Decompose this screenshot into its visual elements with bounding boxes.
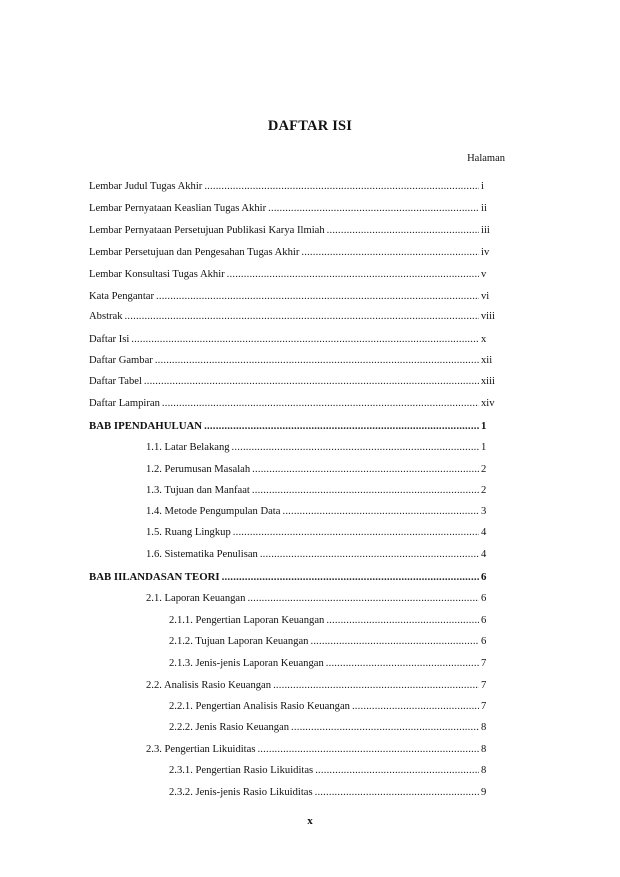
toc-entry-page: 7 — [481, 680, 487, 691]
toc-entry-label: 2.2. Analisis Rasio Keuangan — [146, 680, 272, 691]
dot-leader — [125, 310, 479, 324]
toc-entry-label: 2.1. Laporan Keuangan — [146, 593, 246, 604]
dot-leader — [156, 290, 479, 304]
toc-entry-page: x — [481, 334, 487, 345]
toc-entry-page: 8 — [481, 744, 487, 755]
dot-leader — [301, 246, 479, 260]
toc-entry-label: 1.6. Sistematika Penulisan — [146, 549, 258, 560]
toc-entry[interactable] — [146, 526, 495, 540]
toc-entry[interactable] — [89, 290, 495, 304]
toc-entry-page: 6 — [481, 636, 487, 647]
dot-leader — [155, 354, 479, 368]
toc-entry[interactable] — [146, 484, 495, 498]
toc-entry-label: 2.3.2. Jenis-jenis Rasio Likuiditas — [169, 787, 313, 798]
toc-chapter-entry[interactable] — [89, 570, 495, 584]
toc-entry-label: Lembar Pernyataan Keaslian Tugas Akhir — [89, 203, 267, 214]
toc-entry[interactable] — [89, 224, 495, 238]
toc-entry[interactable] — [89, 354, 495, 368]
toc-entry-label: Abstrak — [89, 311, 123, 322]
toc-entry-page: 1 — [481, 420, 487, 432]
dot-leader — [257, 743, 479, 757]
toc-entry[interactable] — [146, 463, 495, 477]
toc-entry[interactable] — [146, 441, 495, 455]
toc-entry-page: 2 — [481, 464, 487, 475]
dot-leader — [268, 202, 479, 216]
toc-entry-label: Lembar Pernyataan Persetujuan Publikasi Karya Ilmiah — [89, 225, 325, 236]
dot-leader — [315, 786, 479, 800]
toc-entry-label: PENDAHULUAN — [118, 420, 203, 432]
dot-leader — [131, 333, 479, 347]
toc-entry-label: Daftar Lampiran — [89, 398, 160, 409]
toc-entry-label: Lembar Persetujuan dan Pengesahan Tugas Akhir — [89, 247, 300, 258]
dot-leader — [222, 570, 479, 584]
toc-entry[interactable] — [146, 505, 495, 519]
toc-entry[interactable] — [89, 246, 495, 260]
toc-entry-label: 1.5. Ruang Lingkup — [146, 527, 231, 538]
toc-entry-page: xiv — [481, 398, 495, 409]
dot-leader — [352, 700, 479, 714]
toc-entry-page: 3 — [481, 506, 487, 517]
toc-entry[interactable] — [169, 635, 495, 649]
toc-entry[interactable] — [89, 180, 495, 194]
dot-leader — [326, 657, 479, 671]
dot-leader — [252, 484, 479, 498]
halaman-label: Halaman — [467, 153, 505, 164]
toc-entry-page: xii — [481, 355, 493, 366]
dot-leader — [144, 375, 479, 389]
toc-entry[interactable] — [146, 743, 495, 757]
page-number: x — [307, 815, 313, 827]
toc-entry[interactable] — [89, 202, 495, 216]
toc-entry-label: 2.3.1. Pengertian Rasio Likuiditas — [169, 765, 314, 776]
toc-entry-page: iii — [481, 225, 490, 236]
toc-entry-page: 6 — [481, 615, 487, 626]
dot-leader — [204, 419, 479, 433]
dot-leader — [326, 614, 479, 628]
toc-entry-label: 2.2.2. Jenis Rasio Keuangan — [169, 722, 290, 733]
toc-entry-page: 6 — [481, 571, 487, 583]
dot-leader — [252, 463, 479, 477]
toc-chapter-entry[interactable] — [89, 419, 495, 433]
toc-entry[interactable] — [89, 375, 495, 389]
toc-entry-page: 8 — [481, 722, 487, 733]
toc-entry-page: 7 — [481, 658, 487, 669]
toc-entry-label: 2.1.1. Pengertian Laporan Keuangan — [169, 615, 325, 626]
dot-leader — [315, 764, 479, 778]
dot-leader — [232, 441, 479, 455]
toc-entry-label: 2.3. Pengertian Likuiditas — [146, 744, 256, 755]
chapter-number: BAB II — [89, 571, 123, 583]
toc-entry-page: i — [481, 181, 484, 192]
chapter-number: BAB I — [89, 420, 119, 432]
toc-entry[interactable] — [169, 614, 495, 628]
toc-entry-page: ii — [481, 203, 487, 214]
toc-entry-label: 1.3. Tujuan dan Manfaat — [146, 485, 250, 496]
toc-entry-label: Daftar Tabel — [89, 376, 142, 387]
dot-leader — [327, 224, 479, 238]
dot-leader — [273, 679, 479, 693]
toc-entry-label: 1.4. Metode Pengumpulan Data — [146, 506, 281, 517]
toc-entry-page: 6 — [481, 593, 487, 604]
toc-entry-label: Lembar Konsultasi Tugas Akhir — [89, 269, 225, 280]
page-title: DAFTAR ISI — [267, 118, 353, 134]
toc-entry[interactable] — [89, 333, 495, 347]
toc-entry[interactable] — [169, 764, 495, 778]
toc-entry-label: 1.1. Latar Belakang — [146, 442, 230, 453]
dot-leader — [233, 526, 479, 540]
toc-entry-page: 2 — [481, 485, 487, 496]
toc-entry[interactable] — [169, 721, 495, 735]
toc-entry[interactable] — [169, 786, 495, 800]
dot-leader — [310, 635, 479, 649]
toc-entry-page: xiii — [480, 376, 495, 387]
toc-entry[interactable] — [146, 679, 495, 693]
toc-entry[interactable] — [89, 268, 495, 282]
toc-entry-page: iv — [481, 247, 490, 258]
toc-entry[interactable] — [169, 657, 495, 671]
toc-entry-page: 4 — [481, 527, 487, 538]
toc-entry[interactable] — [89, 397, 495, 411]
toc-entry-page: 9 — [481, 787, 487, 798]
toc-entry-page: 8 — [481, 765, 487, 776]
dot-leader — [260, 548, 479, 562]
toc-entry-label: 2.2.1. Pengertian Analisis Rasio Keuangan — [169, 701, 350, 712]
dot-leader — [204, 180, 479, 194]
toc-entry-label: Lembar Judul Tugas Akhir — [89, 181, 203, 192]
toc-entry-label: Kata Pengantar — [89, 291, 155, 302]
dot-leader — [282, 505, 479, 519]
dot-leader — [291, 721, 479, 735]
toc-entry-label: Daftar Isi — [89, 334, 130, 345]
toc-entry-page: 1 — [481, 442, 487, 453]
toc-entry-label: 2.1.2. Tujuan Laporan Keuangan — [169, 636, 309, 647]
toc-entry[interactable] — [89, 310, 495, 324]
dot-leader — [162, 397, 479, 411]
toc-entry-label: 1.2. Perumusan Masalah — [146, 464, 251, 475]
toc-entry[interactable] — [146, 548, 495, 562]
toc-entry-page: v — [481, 269, 487, 280]
dot-leader — [247, 592, 479, 606]
toc-entry-page: viii — [480, 311, 495, 322]
toc-entry-page: vi — [481, 291, 490, 302]
toc-entry-label: Daftar Gambar — [89, 355, 153, 366]
toc-entry-label: 2.1.3. Jenis-jenis Laporan Keuangan — [169, 658, 324, 669]
dot-leader — [227, 268, 479, 282]
toc-entry[interactable] — [169, 700, 495, 714]
toc-entry[interactable] — [146, 592, 495, 606]
toc-entry-page: 4 — [481, 549, 487, 560]
toc-entry-label: LANDASAN TEORI — [122, 571, 220, 583]
toc-entry-page: 7 — [481, 701, 487, 712]
